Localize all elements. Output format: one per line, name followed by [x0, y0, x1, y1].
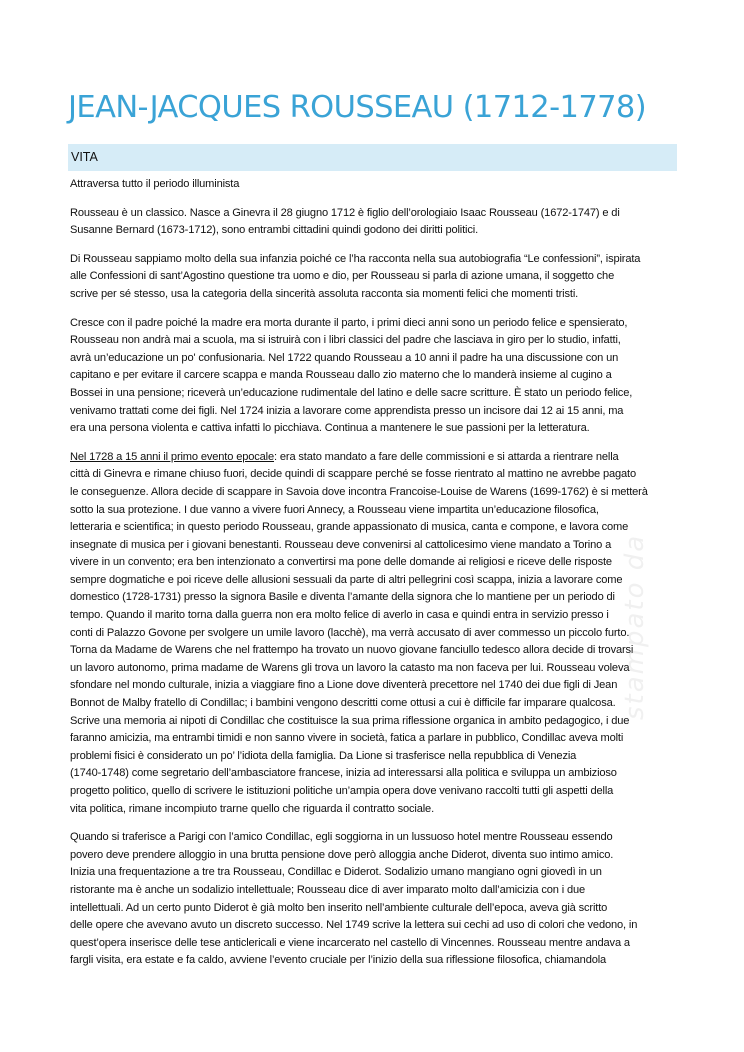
text-line: Inizia una frequentazione a tre tra Rousseau, Condillac e Diderot. Sodalizio umano mangiano ogni giovedì in un	[70, 866, 602, 879]
text-line: capitano e per evitare il carcere scappa e manda Rousseau dallo zio materno che lo manderà insieme al cugino a	[70, 369, 612, 382]
text-line: le conseguenze. Allora decide di scappare in Savoia dove incontra Francoise-Louise de Warens (1699-1762) è si metterà	[70, 485, 648, 498]
text-line: avrà un’educazione un po' confusionaria. Nel 1722 quando Rousseau a 10 anni il padre ha una discussione con un	[70, 351, 619, 364]
text-line: scrive per sé stesso, usa la categoria della sincerità assoluta racconta sia momenti felici che momenti tristi.	[70, 287, 579, 300]
text-line: letteraria e scientifica; in questo periodo Rousseau, grande appassionato di musica, canta e compone, e lavora come	[70, 521, 629, 534]
page-title: JEAN-JACQUES ROUSSEAU (1712-1778)	[68, 90, 647, 125]
text-line: intellettuali. Ad un certo punto Diderot è già molto ben inserito nell’ambiente culturale dell’epoca, aveva già scritto	[70, 901, 608, 914]
text-line: alle Confessioni di sant’Agostino questione tra uomo e dio, per Rousseau si parla di azione umana, il soggetto che	[70, 270, 615, 283]
text-line: Rousseau è un classico. Nasce a Ginevra il 28 giugno 1712 è figlio dell’orologiaio Isaac Rousseau (1672-1747) e di	[70, 206, 620, 219]
text-line: domestico (1728-1731) presso la signora Basile e diventa l’amante della signora che lo mantiene per un periodo di	[70, 591, 615, 604]
text-line: sempre dogmatiche e poi riceve delle allusioni sessuali da parte di altri pellegrini così scappa, inizia a lavorare come	[70, 573, 623, 586]
underlined-lead: Nel 1728 a 15 anni il primo evento epocale	[70, 450, 275, 463]
text-line: Torna da Madame de Warens che nel frattempo ha trovato un nuovo giovane fanciullo tedesco allora decide di trovarsi	[70, 644, 634, 657]
text-line: venivamo trattati come dei figli. Nel 1724 inizia a lavorare come apprendista presso un incisore dai 12 ai 15 anni, ma	[70, 404, 624, 417]
text-line: era una persona violenta e cattiva infatti lo picchiava. Continua a mantenere le sue passioni per la letteratura.	[70, 422, 590, 435]
text-line: tempo. Quando il marito torna dalla guerra non era molto felice di averlo in casa e quindi entra in servizio presso i	[70, 609, 609, 622]
section-header-bar	[68, 144, 677, 171]
text-line: progetto politico, quello di scrivere le istituzioni politiche un’ampia opera dove venivano raccolti tutti gli aspetti della	[70, 785, 614, 797]
text-line: un lavoro autonomo, prima madame de Warens gli trova un lavoro la catasto ma non faceva per lui. Rousseau voleva	[70, 661, 630, 674]
text-line: Bossei in una pensione; riceverà un’educazione rudimentale del latino e delle sacre scritture. È stato un periodo felice,	[70, 386, 633, 399]
text-line: sotto la sua protezione. I due vanno a vivere fuori Annecy, a Rousseau viene impartita un’educazione filosofica,	[70, 503, 599, 516]
text-line: conti di Palazzo Govone per svolgere un umile lavoro (lacchè), ma verrà accusato di aver commesso un piccolo furto.	[70, 626, 630, 639]
text-line: problemi fisici è considerato un po’ l’idiota della famiglia. Da Lione si trasferisce nella repubblica di Venezia	[70, 749, 577, 762]
text-line: Bonnot de Malby fratello di Condillac; i bambini vengono descritti come ottusi a cui è difficile far imparare qualcosa.	[70, 697, 616, 710]
watermark: stampato da	[620, 533, 650, 720]
text-line: povero deve prendere alloggio in una brutta pensione dove però alloggia anche Diderot, diventa suo intimo amico.	[70, 848, 614, 861]
text-line: delle opere che avevano avuto un discreto successo. Nel 1749 scrive la lettera sui cechi ad uso di colori che vedono, in	[70, 919, 638, 932]
text-line: quest’opera inserisce delle tese anticlericali e viene incarcerato nel castello di Vincennes. Rousseau mentre andava a	[70, 936, 630, 949]
text-line: Susanne Bernard (1673-1712), sono entrambi cittadini quindi godono dei diritti politici.	[70, 224, 479, 237]
text-line: fargli visita, era estate e fa caldo, avviene l’evento cruciale per l’inizio della sua riflessione filosofica, chiamandola	[70, 954, 607, 967]
text-line: Scrive una memoria ai nipoti di Condillac che costituisce la sua prima riflessione organica in ambito pedagogico, i due	[70, 714, 630, 727]
text-line: (1740-1748) come segretario dell’ambasciatore francese, inizia ad interessarsi alla politica e sviluppa un ambizioso	[70, 767, 617, 780]
paragraph	[70, 176, 677, 194]
text-line: era stato mandato a fare delle commissioni e si attarda a rientrare nella	[279, 450, 619, 463]
text-line: faranno amicizia, ma entrambi timidi e non sanno vivere in società, fatica a parlare in pubblico, Condillac aveva molti	[70, 732, 624, 745]
paragraph	[70, 205, 677, 240]
text-line: ristorante ma è anche un sodalizio intellettuale; Rousseau dice di aver imparato molto dall’amicizia con i due	[70, 883, 586, 896]
text-line: vita politica, rimane incompiuto trarne quello che riguarda il contratto sociale.	[70, 802, 434, 815]
text-line: vivere in un convento; era ben intenzionato a convertirsi ma pone delle domande ai religiosi e riceve delle risposte	[70, 556, 612, 569]
text-line: città di Ginevra e rimane chiuso fuori, decide quindi di scappare perché se fosse rientrato al mattino ne avrebbe pagato	[70, 468, 636, 481]
text-line: Rousseau non andrà mai a scuola, ma si istruirà con i libri classici del padre che lasciava in giro per lo studio, infatti,	[70, 334, 621, 347]
text-line: sfondare nel mondo culturale, inizia a viaggiare fino a Lione dove diventerà precettore nel 1740 dei due figli di Jean	[70, 679, 618, 692]
paragraph: Nel 1728 a 15 anni il primo evento epocale: era stato mandato a fare delle commissioni e si attarda a rientrare nella città di Ginevra e rimane chiuso fuori, decide quindi di scappare perché se fosse rientrato al mattino ne avrebbe pagato le conseguenze. Allora decide di scappare in Savoia dove incontra Francoise-Louise de Warens (1699-1762) è si metterà sotto la sua protezione. I due vanno a vivere fuori Annecy, a Rousseau viene impartita un’educazione filosofica, letteraria e scientifica; in questo periodo Rousseau, grande appassionato di musica, canta e compone, e lavora come insegnate di musica per i giovani benestanti. Rousseau deve convenirsi al cattolicesimo viene mandato a Torino a vivere in un convento; era ben intenzionato a convertirsi ma pone delle domande ai religiosi e riceve delle risposte sempre dogmatiche e poi riceve delle allusioni sessuali da parte di altri pellegrini così scappa, inizia a lavorare come domestico (1728-1731) presso la signora Basile e diventa l’amante della signora che lo mantiene per un periodo di tempo. Quando il marito torna dalla guerra non era molto felice di averlo in casa e quindi entra in servizio presso i conti di Palazzo Govone per svolgere un umile lavoro (lacchè), ma verrà accusato di aver commesso un piccolo furto. Torna da Madame de Warens che nel frattempo ha trovato un nuovo giovane fanciullo tedesco allora decide di trovarsi un lavoro autonomo, prima madame de Warens gli trova un lavoro la catasto ma non faceva per lui. Rousseau voleva sfondare nel mondo culturale, inizia a viaggiare fino a Lione dove diventerà precettore nel 1740 dei due figli di Jean Bonnot de Malby fratello di Condillac; i bambini vengono descritti come ottusi a cui è difficile far imparare qualcosa. Scrive una memoria ai nipoti di Condillac che costituisce la sua prima riflessione organica in ambito pedagogico, i due faranno amicizia, ma entrambi timidi e non sanno vivere in società, fatica a parlare in pubblico, Condillac aveva molti problemi fisici è considerato un po’ l’idiota della famiglia. Da Lione si trasferisce nella repubblica di Venezia (1740-1748) come segretario dell’ambasciatore francese, inizia ad interessarsi alla politica e sviluppa un ambizioso progetto politico, quello di scrivere le istituzioni politiche un’ampia opera dove venivano raccolti tutti gli aspetti della vita politica, rimane incompiuto trarne quello che riguarda il contratto sociale.	[70, 450, 648, 815]
text-line: insegnate di musica per i giovani benestanti. Rousseau deve convenirsi al cattolicesimo viene mandato a Torino a	[70, 538, 612, 551]
paragraph	[70, 251, 677, 304]
text-line: Di Rousseau sappiamo molto della sua infanzia poiché ce l’ha racconta nella sua autobiografia “Le confessioni”, ispirata	[70, 252, 641, 265]
text-line: Attraversa tutto il periodo illuminista	[70, 178, 240, 190]
text-line: Cresce con il padre poiché la madre era morta durante il parto, i primi dieci anni sono un periodo felice e spensierato,	[70, 316, 628, 329]
paragraph	[70, 829, 677, 970]
text-line: Quando si traferisce a Parigi con l’amico Condillac, egli soggiorna in un lussuoso hotel mentre Rousseau essendo	[70, 831, 613, 844]
section-title: VITA	[71, 150, 98, 164]
paragraph	[70, 315, 677, 438]
body-text	[70, 176, 677, 981]
